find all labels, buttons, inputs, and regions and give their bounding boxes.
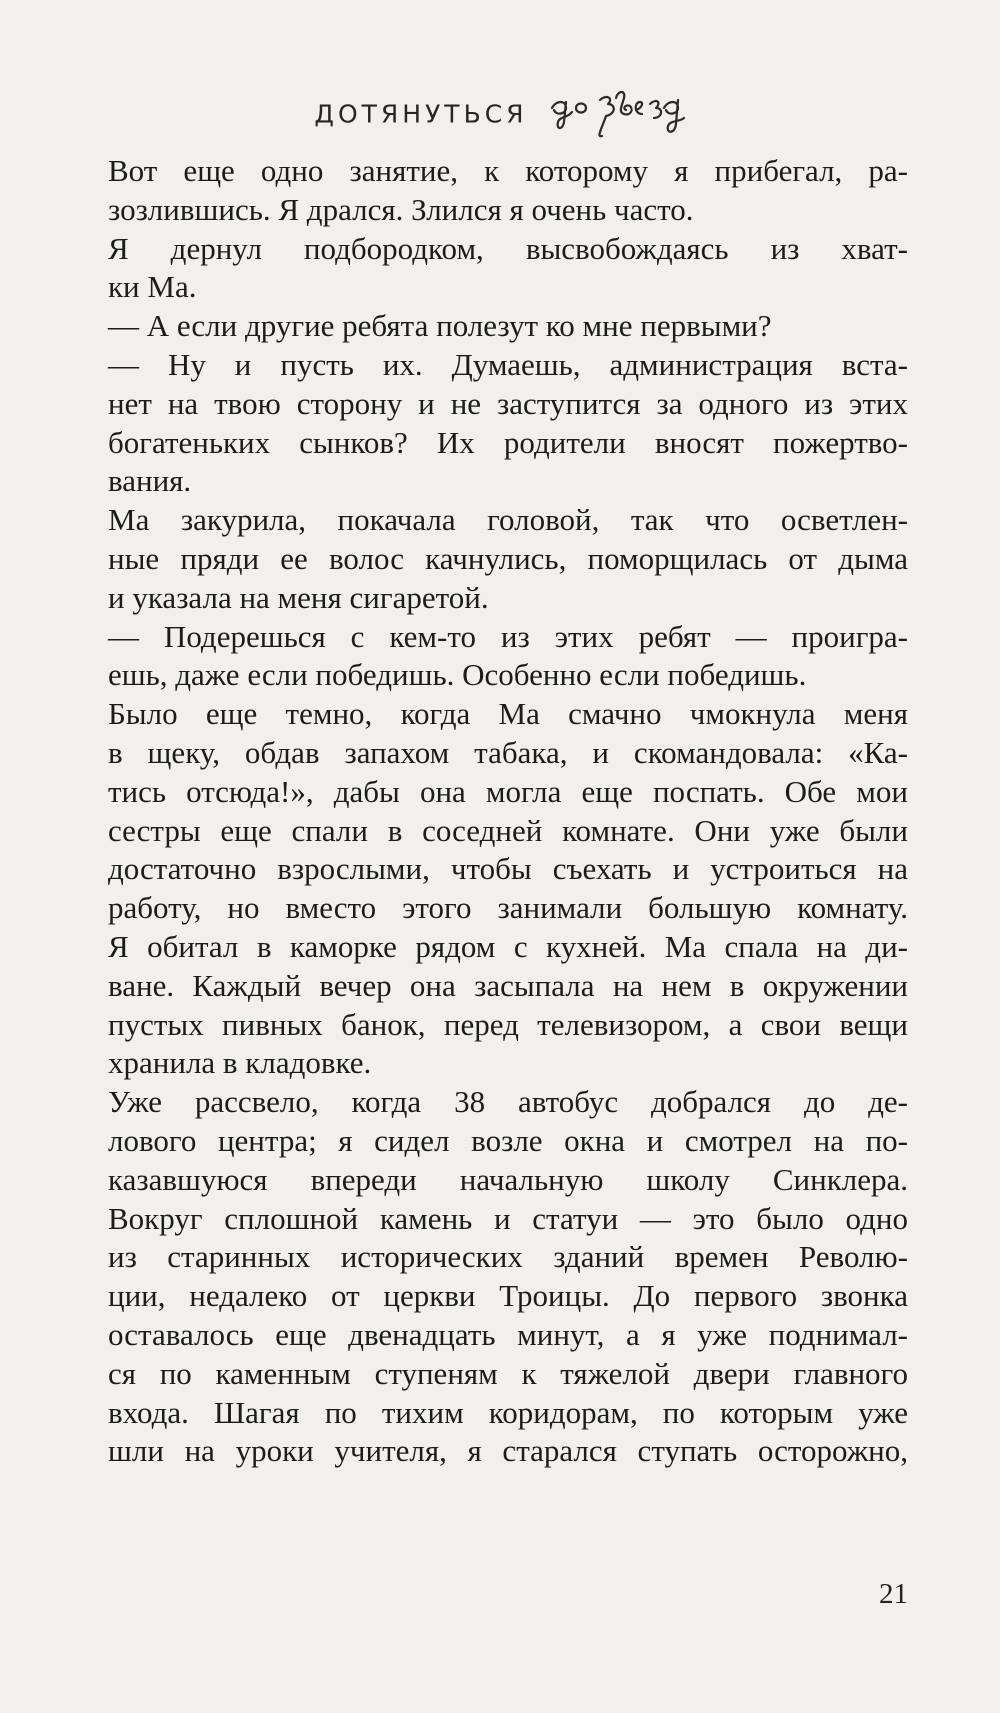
text-line: в щеку, обдав запахом табака, и скомандовала: «Ка- bbox=[108, 734, 908, 770]
paragraph bbox=[108, 618, 908, 696]
text-line: зозлившись. Я дрался. Злился я очень часто. bbox=[108, 191, 694, 227]
paragraph bbox=[108, 1083, 908, 1471]
text-line: работу, но вместо этого занимали большую комнату. bbox=[108, 890, 908, 926]
text-line: достаточно взрослыми, чтобы съехать и устроиться на bbox=[108, 851, 908, 887]
text-line: — А если другие ребята полезут ко мне первыми? bbox=[108, 308, 772, 344]
text-line: ки Ма. bbox=[108, 269, 197, 305]
text-line: ешь, даже если победишь. Особенно если победишь. bbox=[108, 657, 807, 693]
text-line: вания. bbox=[108, 463, 192, 499]
paragraph bbox=[108, 346, 908, 501]
text-line: шли на уроки учителя, я старался ступать осторожно, bbox=[108, 1433, 908, 1469]
text-line: оставалось еще двенадцать минут, а я уже поднимал- bbox=[108, 1316, 908, 1352]
text-line: ване. Каждый вечер она засыпала на нем в окружении bbox=[108, 967, 908, 1003]
text-line: — Подерешься с кем-то из этих ребят — проигра- bbox=[108, 618, 908, 654]
header-title: ДОТЯНУТЬСЯ bbox=[314, 99, 528, 129]
paragraph bbox=[108, 501, 908, 617]
text-line: нет на твою сторону и не заступится за одного из этих bbox=[108, 385, 908, 421]
text-line: лового центра; я сидел возле окна и смотрел на по- bbox=[108, 1122, 908, 1158]
paragraph bbox=[108, 152, 908, 230]
text-line: входа. Шагая по тихим коридорам, по которым уже bbox=[108, 1394, 908, 1430]
text-line: Я дернул подбородком, высвобождаясь из хват- bbox=[108, 230, 908, 266]
text-line: из старинных исторических зданий времен Револю- bbox=[108, 1239, 908, 1275]
text-line: Вот еще одно занятие, к которому я прибегал, ра- bbox=[108, 153, 908, 188]
paragraph bbox=[108, 230, 908, 308]
page-body-text bbox=[108, 152, 908, 1471]
text-line: ные пряди ее волос качнулись, поморщилась от дыма bbox=[108, 540, 908, 576]
text-line: Я обитал в каморке рядом с кухней. Ма спала на ди- bbox=[108, 928, 908, 964]
text-line: Было еще темно, когда Ма смачно чмокнула меня bbox=[108, 696, 908, 732]
text-line: Ма закурила, покачала головой, так что осветлен- bbox=[108, 502, 908, 538]
text-line: ции, недалеко от церкви Троицы. До первого звонка bbox=[108, 1278, 908, 1314]
text-line: — Ну и пусть их. Думаешь, администрация вста- bbox=[108, 346, 908, 382]
text-line: сестры еще спали в соседней комнате. Они уже были bbox=[108, 812, 908, 848]
text-line: казавшуюся впереди начальную школу Синклера. bbox=[108, 1161, 908, 1197]
text-line: тись отсюда!», дабы она могла еще поспать. Обе мои bbox=[108, 773, 908, 809]
text-line: хранила в кладовке. bbox=[108, 1045, 372, 1081]
text-line: Уже рассвело, когда 38 автобус добрался до де- bbox=[108, 1084, 908, 1120]
text-line: ся по каменным ступеням к тяжелой двери главного bbox=[108, 1355, 908, 1391]
paragraph bbox=[108, 695, 908, 1083]
page-number: 21 bbox=[879, 1578, 908, 1610]
text-line: пустых пивных банок, перед телевизором, а свои вещи bbox=[108, 1006, 908, 1042]
header-script-logo bbox=[546, 78, 686, 150]
running-header bbox=[0, 78, 1000, 150]
paragraph bbox=[108, 307, 908, 346]
text-line: богатеньких сынков? Их родители вносят пожертво- bbox=[108, 424, 908, 460]
text-line: и указала на меня сигаретой. bbox=[108, 579, 489, 615]
text-line: Вокруг сплошной камень и статуи — это было одно bbox=[108, 1200, 908, 1236]
